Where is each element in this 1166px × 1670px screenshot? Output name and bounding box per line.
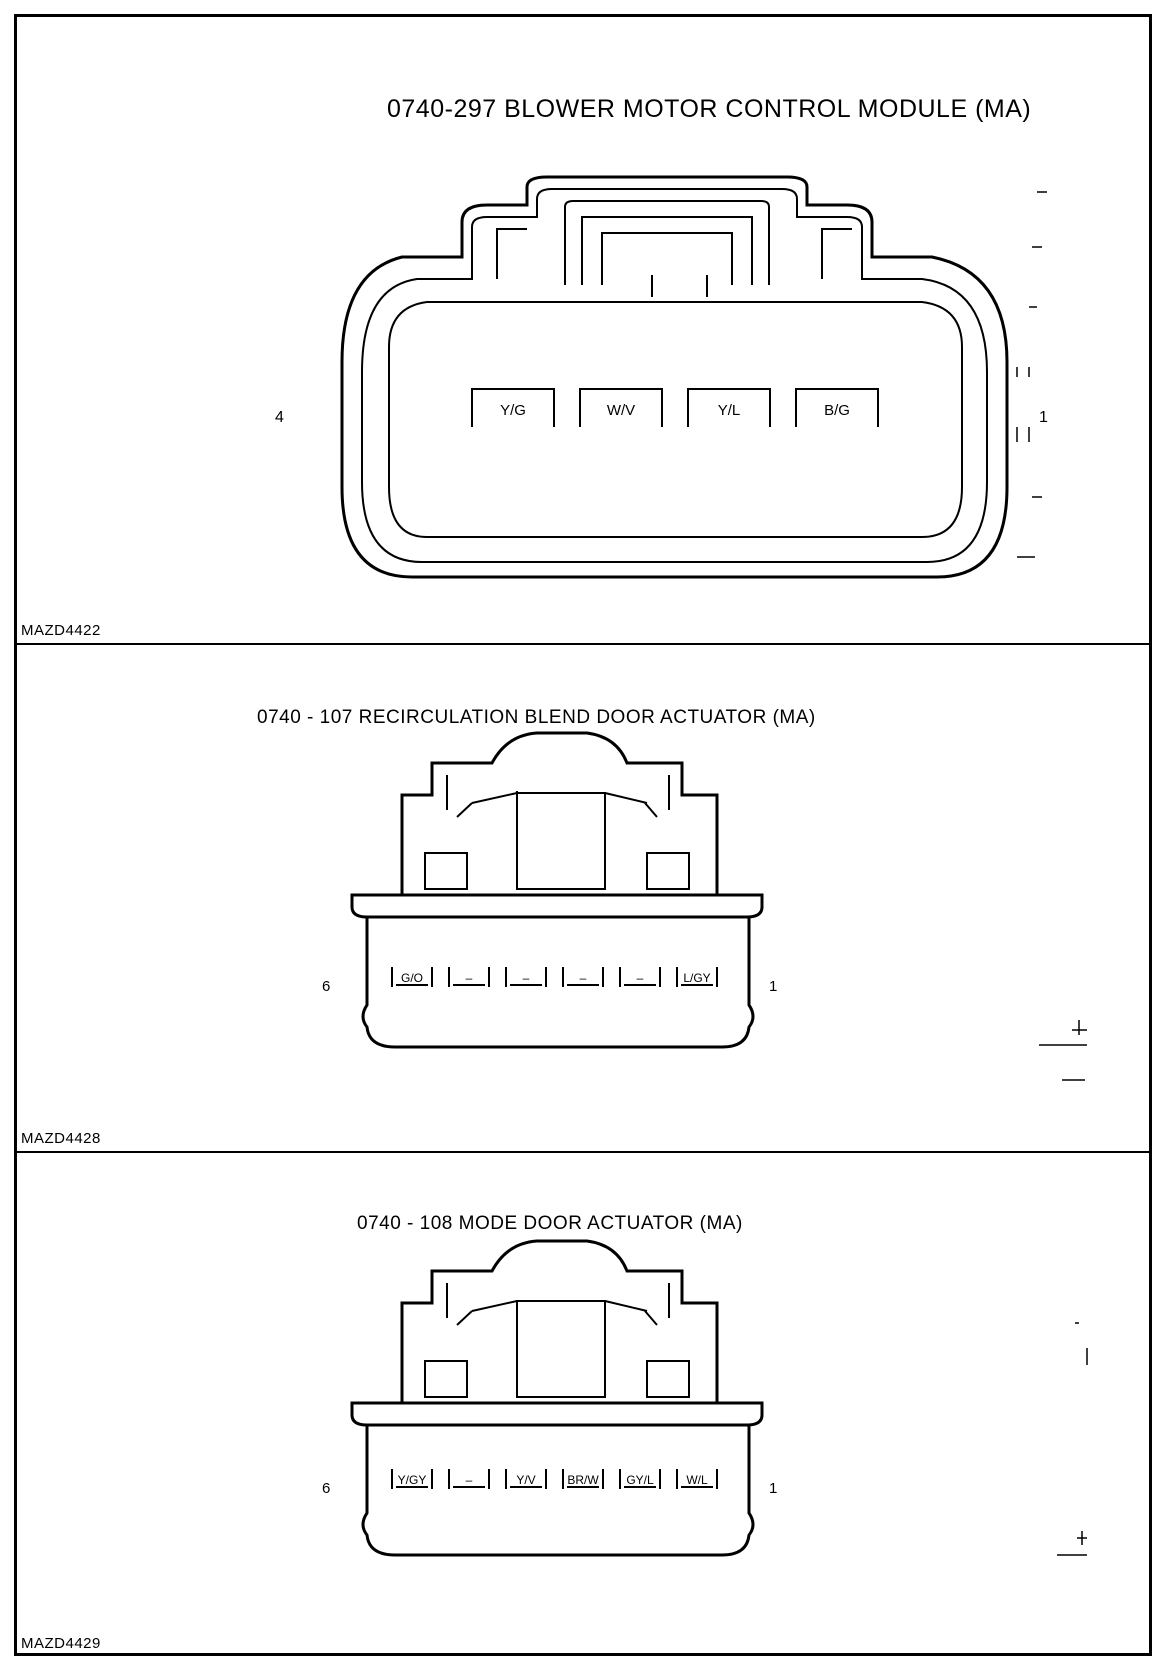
pin-cell (506, 967, 546, 987)
pin-wire-color: W/L (686, 1473, 708, 1487)
pin-wire-color: B/G (824, 402, 850, 419)
pin-wire-color: Y/G (500, 402, 526, 419)
pin-cell (506, 1469, 546, 1489)
lock-window-left (425, 1361, 467, 1397)
edge-marks (1057, 1323, 1087, 1555)
latch-inner (602, 233, 732, 285)
pin-cell (563, 967, 603, 987)
panel-recirculation-blend-door-actuator (17, 645, 1149, 1153)
connector-top-housing (402, 1241, 717, 1403)
pin-cell (392, 967, 432, 987)
pin-wire-color: – (465, 1473, 473, 1487)
pin-wire-color: – (522, 971, 530, 985)
pin-row (392, 967, 717, 987)
latch-outer (565, 201, 769, 285)
diagram-title: 0740-297 BLOWER MOTOR CONTROL MODULE (MA) (387, 95, 1032, 123)
latch-tab (517, 1301, 605, 1397)
drawing-code: MAZD4428 (21, 1130, 101, 1147)
connector-body (363, 1425, 753, 1555)
pin-wire-color: L/GY (683, 971, 711, 985)
lock-window-right (647, 1361, 689, 1397)
pin-cell (472, 389, 554, 427)
pin-wire-color: – (465, 971, 473, 985)
pin-wire-color: Y/GY (397, 1473, 427, 1487)
edge-marks (1017, 192, 1047, 557)
pin-wire-color: BR/W (567, 1473, 599, 1487)
connector-cavity (389, 302, 962, 537)
pin-cell (449, 967, 489, 987)
pin-cell (688, 389, 770, 427)
connector-inner-outline (362, 189, 987, 562)
pin-wire-color: G/O (400, 971, 424, 985)
diagram-title: 0740 - 107 RECIRCULATION BLEND DOOR ACTUATOR (MA) (257, 707, 816, 728)
pin-cell (620, 967, 660, 987)
panel-blower-motor-control-module (17, 17, 1149, 645)
latch-tab (517, 793, 605, 889)
pin-wire-color: GY/L (626, 1473, 654, 1487)
pin-cell (392, 1469, 432, 1489)
pin-number-left: 4 (275, 409, 284, 426)
pin-cell (449, 1469, 489, 1489)
connector-shoulder (352, 895, 762, 917)
lock-window-right (647, 853, 689, 889)
lock-window-left (425, 853, 467, 889)
pin-wire-color: – (636, 971, 644, 985)
pin-wire-color: Y/L (717, 402, 741, 419)
pin-number-right: 1 (1039, 409, 1048, 426)
pin-row (392, 1469, 717, 1489)
drawing-code: MAZD4429 (21, 1635, 101, 1652)
pin-cell (677, 1469, 717, 1489)
connector-outer-outline (342, 177, 1007, 577)
connector-drawing-6-pin (17, 645, 1155, 1153)
connector-top-housing (402, 733, 717, 895)
pin-cell (796, 389, 878, 427)
pin-row (472, 389, 878, 427)
diagram-title: 0740 - 108 MODE DOOR ACTUATOR (MA) (357, 1213, 743, 1234)
drawing-frame (14, 14, 1152, 1656)
pin-number-right: 1 (769, 978, 778, 995)
connector-drawing-6-pin (17, 1153, 1155, 1656)
pin-number-left: 6 (322, 1480, 331, 1497)
pin-wire-color: W/V (606, 402, 636, 419)
pin-cell (620, 1469, 660, 1489)
drawing-code: MAZD4422 (21, 622, 101, 639)
edge-marks (1039, 1020, 1087, 1080)
pin-wire-color: Y/V (516, 1473, 536, 1487)
connector-drawing-4-pin (17, 17, 1155, 645)
pin-wire-color: – (579, 971, 587, 985)
pin-number-left: 6 (322, 978, 331, 995)
pin-cell (580, 389, 662, 427)
latch-mid (582, 217, 752, 285)
pin-number-right: 1 (769, 1480, 778, 1497)
panel-mode-door-actuator (17, 1153, 1149, 1656)
pin-cell (677, 967, 717, 987)
pin-cell (563, 1469, 603, 1489)
connector-shoulder (352, 1403, 762, 1425)
